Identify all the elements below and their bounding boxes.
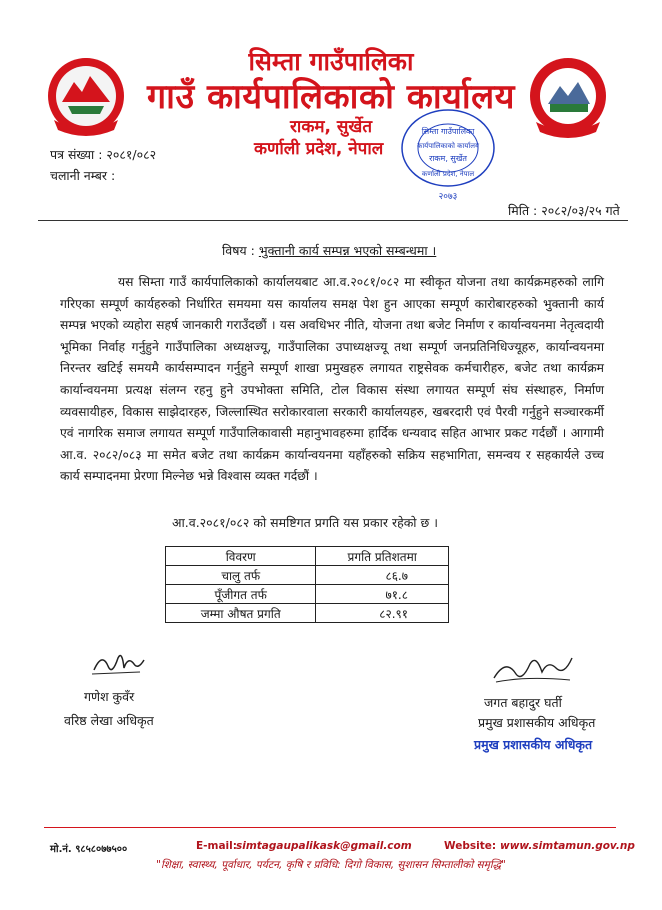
table-row: [166, 566, 449, 585]
office-stamp: [390, 104, 508, 204]
right-signatory-title: प्रमुख प्रशासकीय अधिकृत: [478, 715, 596, 730]
office-location: राकम, सुर्खेत: [289, 117, 373, 137]
header-divider: [38, 220, 628, 221]
table-header-row: [166, 547, 449, 566]
footer-phone: मो.नं. ९८५८०७७५००: [50, 844, 128, 855]
table-cell: जम्मा औषत प्रगति: [166, 604, 316, 623]
svg-text:कार्यपालिकाको कार्यालय: कार्यपालिकाको कार्यालय: [416, 142, 480, 150]
letter-number: पत्र संख्या : २०८१/०८२: [50, 147, 157, 162]
right-signatory-name: जगत बहादुर घर्ती: [484, 695, 562, 710]
footer-website-label: Website:: [444, 840, 497, 852]
svg-text:राकम, सुर्खेत: राकम, सुर्खेत: [429, 154, 467, 163]
table-cell: पूँजीगत तर्फ: [166, 585, 316, 604]
right-signature: [486, 650, 578, 686]
table-cell: ८२.९१: [316, 604, 449, 623]
footer-divider: [44, 827, 616, 828]
table-header: विवरण: [166, 547, 316, 566]
subject-text: भुक्तानी कार्य सम्पन्न भएको सम्बन्धमा ।: [258, 243, 437, 258]
table-header: प्रगति प्रतिशतमा: [316, 547, 449, 566]
designation-stamp: प्रमुख प्रशासकीय अधिकृत: [474, 737, 593, 752]
table-row: [166, 604, 449, 623]
municipality-name: सिम्ता गाउँपालिका: [248, 47, 414, 76]
footer-slogan: "शिक्षा, स्वास्थ्य, पूर्वाधार, पर्यटन, कृषि र प्रविधि: दिगो विकास, सुशासन सिम्तालीको समृद्धि": [156, 859, 506, 871]
letter-date: मिति : २०८२/०३/२५ गते: [508, 203, 620, 218]
svg-text:कर्णाली प्रदेश, नेपाल: कर्णाली प्रदेश, नेपाल: [421, 170, 475, 178]
footer-website[interactable]: www.simtamun.gov.np: [500, 840, 635, 852]
left-signatory-name: गणेश कुवँर: [84, 689, 135, 704]
subject-label: विषय :: [222, 243, 255, 258]
office-name: गाउँ कार्यपालिकाको कार्यालय: [147, 77, 515, 117]
dispatch-number: चलानी नम्बर :: [50, 168, 116, 183]
subject-line: [222, 242, 436, 259]
letter-body: [60, 272, 604, 488]
progress-table: [165, 546, 449, 623]
stamp-year: २०७३: [438, 192, 458, 202]
table-cell: ७१.८: [316, 585, 449, 604]
left-signatory-title: वरिष्ठ लेखा अधिकृत: [64, 713, 154, 728]
progress-intro: आ.व.२०८१/०८२ को समष्टिगत प्रगति यस प्रकार रहेको छ ।: [172, 515, 438, 530]
footer-email[interactable]: simtagaupalikask@gmail.com: [236, 840, 412, 852]
left-signature: [88, 648, 148, 680]
svg-text:सिम्ता गाउँपालिका: सिम्ता गाउँपालिका: [421, 127, 475, 136]
body-paragraph: यस सिम्ता गाउँ कार्यपालिकाको कार्यालयबाट आ.व.२०८१/०८२ मा स्वीकृत योजना तथा कार्यक्रमहरुको लागि गरिएका सम्पूर्ण कार्यहरुको निर्धारित समयमा यस कार्यालय समक्ष पेश हुन आएका सम्पूर्ण कारोबारहरुको भुक्तानी कार्य सम्पन्न भएको व्यहोरा सहर्ष जानकारी गराउँदछौं । यस अवधिभर नीति, योजना तथा बजेट निर्माण र कार्यान्वयनमा नेतृत्वदायी भूमिका निर्वाह गर्नुहुने गाउँपालिका अध्यक्षज्यू, गाउँपालिका उपाध्यक्षज्यू तथा सम्पूर्ण जनप्रतिनिधिज्यूहरु, कार्यान्वयनमा निरन्तर खटिई समयमै कार्यसम्पादन गर्नुहुने सम्पूर्ण शाखा प्रमुखहरु लगायत राष्ट्रसेवक कर्मचारीहरु, बजेट तथा कार्यक्रम कार्यान्वयनमा प्रत्यक्ष संलग्न रहनु हुने उपभोक्ता समिति, टोल विकास संस्था लगायत सम्पूर्ण संघ संस्थाहरु, निर्माण व्यवसायीहरु, विकास साझेदारहरु, जिल्लास्थित सरोकारवाला सरकारी कार्यालयहरु, खबरदारी एवं पैरवी गर्नुहुने सञ्चारकर्मी एवं नागरिक समाज लगायत सम्पूर्ण गाउँपालिकावासी महानुभावहरुमा हार्दिक धन्यवाद सहित आभार प्रकट गर्दछौं । आगामी आ.व. २०८२/०८३ मा समेत बजेट तथा कार्यक्रम कार्यान्वयनमा यहाँहरुको सक्रिय सहभागिता, समन्वय र सहकार्यले उच्च कार्य सम्पादनमा प्रेरणा मिल्नेछ भन्ने विश्वास व्यक्त गर्दछौं ।: [60, 275, 604, 484]
table-row: [166, 585, 449, 604]
table-cell: ८६.७: [316, 566, 449, 585]
table-cell: चालु तर्फ: [166, 566, 316, 585]
footer-email-label: E-mail:: [196, 840, 237, 852]
province-name: कर्णाली प्रदेश, नेपाल: [254, 139, 384, 159]
